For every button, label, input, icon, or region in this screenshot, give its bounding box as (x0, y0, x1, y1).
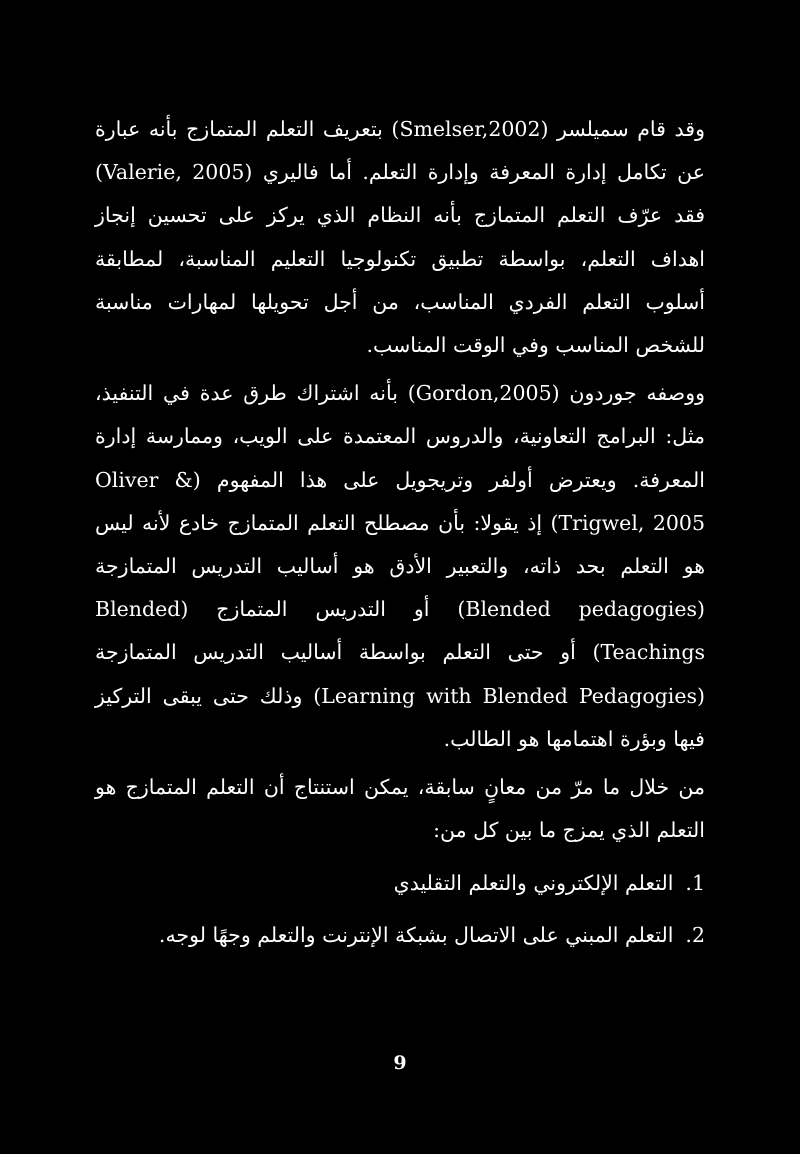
paragraph-conclusion: من خلال ما مرّ من معانٍ سابقة، يمكن استنتاج أن التعلم المتمازج هو التعلم الذي يمزج ما بين كل من: (95, 775, 705, 843)
paragraph-definitions: وقد قام سميلسر (Smelser,2002) بتعريف التعلم المتمازج بأنه عبارة عن تكامل إدارة المعرفة وإدارة التعلم. أما فاليري (Valerie, 2005) فقد عرّف التعلم المتمازج بأنه النظام الذي يركز على تحسين إنجاز اهداف التعلم، بواسطة تطبيق تكنولوجيا التعليم المناسبة، لمطابقة أسلوب التعلم الفردي المناسب، من أجل تحويلها لمهارات مناسبة للشخص المناسب وفي الوقت المناسب. (95, 117, 705, 358)
list-item (95, 862, 705, 905)
list-item-text: التعلم المبني على الاتصال بشبكة الإنترنت والتعلم وجهًا لوجه. (158, 922, 674, 947)
list-item-number: 1. (685, 871, 705, 896)
page-number: 9 (393, 1052, 407, 1074)
document-page (95, 108, 705, 1108)
list-item-text: التعلم الإلكتروني والتعلم التقليدي (393, 871, 674, 896)
paragraph-gordon: ووصفه جوردون (Gordon,2005) بأنه اشتراك طرق عدة في التنفيذ، مثل: البرامج التعاونية، والدروس المعتمدة على الويب، وممارسة إدارة المعرفة. ويعترض أولفر وتريجويل على هذا المفهوم (Oliver & Trigwel, 2005) إذ يقولا: بأن مصطلح التعلم المتمازج خادع لأنه ليس هو التعلم بحد ذاته، والتعبير الأدق هو أساليب التدريس المتمازجة (Blended pedagogies) أو التدريس المتمازج (Blended Teachings) أو حتى التعلم بواسطة أساليب التدريس المتمازجة (Learning with Blended Pedagogies) وذلك حتى يبقى التركيز فيها وبؤرة اهتمامها هو الطالب. (95, 381, 706, 751)
blended-learning-list (95, 862, 705, 956)
list-item (95, 914, 705, 957)
list-item-number: 2. (685, 922, 705, 947)
